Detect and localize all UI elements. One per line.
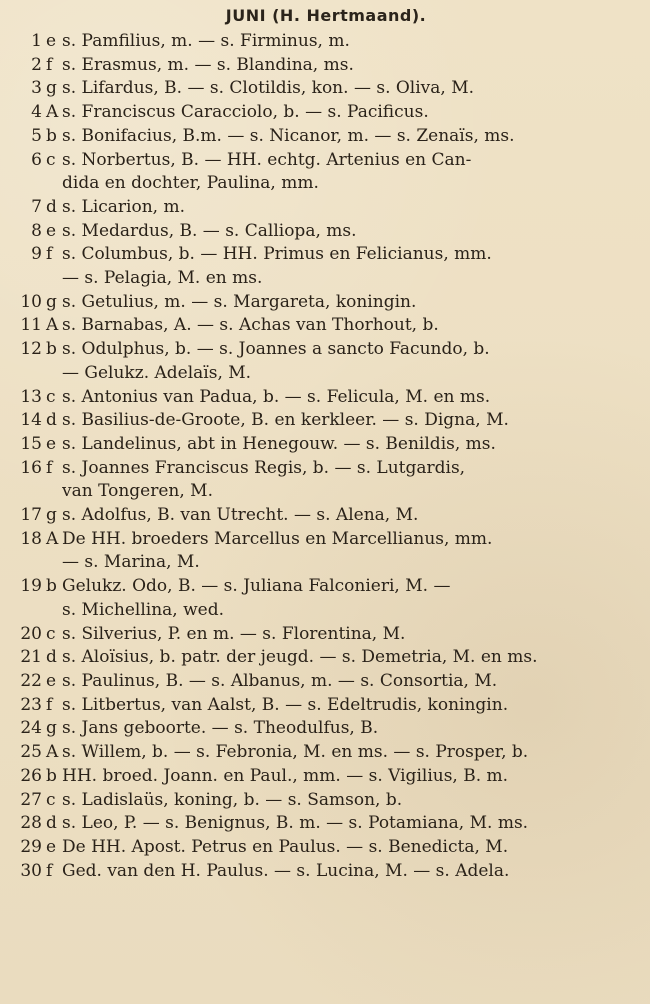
calendar-entry — [10, 54, 642, 78]
calendar-entry — [10, 125, 642, 149]
calendar-entry — [10, 741, 642, 765]
day-number: 12 — [20, 339, 42, 360]
saint-text — [62, 149, 642, 196]
day-number: 7 — [31, 196, 42, 217]
entry-line: s. Getulius, m. — s. Margareta, koningin. — [62, 291, 417, 312]
calendar-entry — [10, 433, 642, 457]
saint-text — [62, 528, 642, 575]
entry-line: Gelukz. Odo, B. — s. Juliana Falconieri, M. — — [62, 576, 451, 597]
dominical-letter: g — [46, 78, 57, 99]
calendar-entry — [10, 314, 642, 338]
day-number: 4 — [31, 102, 42, 123]
entry-list — [10, 30, 642, 883]
day-number: 8 — [31, 220, 42, 241]
saint-text — [62, 243, 642, 290]
saint-text — [62, 860, 642, 884]
calendar-entry — [10, 860, 642, 884]
dominical-letter: d — [46, 196, 57, 217]
calendar-entry — [10, 220, 642, 244]
saint-text — [62, 694, 642, 718]
entry-line: s. Franciscus Caracciolo, b. — s. Pacificus. — [62, 102, 429, 123]
day-number: 19 — [20, 576, 42, 597]
entry-line: s. Antonius van Padua, b. — s. Felicula, M. en ms. — [62, 386, 491, 407]
calendar-entry — [10, 836, 642, 860]
entry-line: s. Barnabas, A. — s. Achas van Thorhout, b. — [62, 315, 439, 336]
day-number: 22 — [20, 670, 42, 691]
entry-line: Ged. van den H. Paulus. — s. Lucina, M. — s. Adela. — [62, 860, 510, 881]
saint-text — [62, 836, 642, 860]
day-number: 29 — [20, 836, 42, 857]
entry-line: HH. broed. Joann. en Paul., mm. — s. Vigilius, B. m. — [62, 765, 509, 786]
saint-text — [62, 670, 642, 694]
dominical-letter: f — [46, 457, 53, 478]
entry-line: s. Joannes Franciscus Regis, b. — s. Lutgardis, — [62, 457, 466, 478]
day-number: 21 — [20, 647, 42, 668]
calendar-entry — [10, 149, 642, 196]
entry-line: De HH. Apost. Petrus en Paulus. — s. Benedicta, M. — [62, 836, 509, 857]
dominical-letter: f — [46, 860, 53, 881]
entry-line: s. Medardus, B. — s. Calliopa, ms. — [62, 220, 357, 241]
day-number: 2 — [31, 54, 42, 75]
dominical-letter: d — [46, 647, 57, 668]
dominical-letter: b — [46, 576, 57, 597]
entry-line: s. Aloïsius, b. patr. der jeugd. — s. Demetria, M. en ms. — [62, 647, 538, 668]
saint-text — [62, 409, 642, 433]
entry-line: s. Leo, P. — s. Benignus, B. m. — s. Potamiana, M. ms. — [62, 813, 529, 834]
day-number: 5 — [31, 125, 42, 146]
saint-text — [62, 220, 642, 244]
day-number: 1 — [31, 31, 42, 51]
entry-line: s. Paulinus, B. — s. Albanus, m. — s. Consortia, M. — [62, 670, 498, 691]
day-number: 26 — [20, 765, 42, 786]
saint-text — [62, 789, 642, 813]
calendar-entry — [10, 338, 642, 385]
saint-text — [62, 504, 642, 528]
calendar-entry — [10, 694, 642, 718]
saint-text — [62, 386, 642, 410]
entry-line: s. Lifardus, B. — s. Clotildis, kon. — s. Oliva, M. — [62, 78, 475, 99]
day-number: 16 — [20, 457, 42, 478]
day-number: 15 — [20, 433, 42, 454]
calendar-entry — [10, 196, 642, 220]
dominical-letter: g — [46, 291, 57, 312]
dominical-letter: b — [46, 125, 57, 146]
dominical-letter: b — [46, 339, 57, 360]
saint-text — [62, 623, 642, 647]
day-number: 24 — [20, 718, 42, 739]
calendar-entry — [10, 670, 642, 694]
day-number: 3 — [31, 78, 42, 99]
dominical-letter: c — [46, 789, 56, 810]
saint-text — [62, 196, 642, 220]
dominical-letter: e — [46, 220, 57, 241]
day-number: 13 — [20, 386, 42, 407]
dominical-letter: c — [46, 386, 56, 407]
entry-line: s. Adolfus, B. van Utrecht. — s. Alena, M. — [62, 505, 419, 526]
dominical-letter: e — [46, 433, 57, 454]
entry-line: s. Bonifacius, B.m. — s. Nicanor, m. — s. Zenaïs, ms. — [62, 125, 515, 146]
saint-text — [62, 54, 642, 78]
day-number: 30 — [20, 860, 42, 881]
day-number: 17 — [20, 505, 42, 526]
day-number: 6 — [31, 149, 42, 170]
entry-line: s. Pamfilius, m. — s. Firminus, m. — [62, 31, 350, 51]
day-number: 9 — [31, 244, 42, 265]
saint-text — [62, 765, 642, 789]
day-number: 28 — [20, 813, 42, 834]
entry-line: s. Landelinus, abt in Henegouw. — s. Benildis, ms. — [62, 433, 496, 454]
saint-text — [62, 30, 642, 54]
dominical-letter: g — [46, 505, 57, 526]
dominical-letter: b — [46, 765, 57, 786]
calendar-entry — [10, 623, 642, 647]
saint-text — [62, 314, 642, 338]
calendar-entry — [10, 101, 642, 125]
dominical-letter: d — [46, 813, 57, 834]
saint-text — [62, 433, 642, 457]
calendar-entry — [10, 30, 642, 54]
dominical-letter: g — [46, 718, 57, 739]
saint-text — [62, 125, 642, 149]
saint-text — [62, 77, 642, 101]
entry-line: s. Ladislaüs, koning, b. — s. Samson, b. — [62, 789, 403, 810]
saint-text — [62, 741, 642, 765]
saint-text — [62, 101, 642, 125]
page-title: JUNI (H. Hertmaand). — [225, 6, 427, 25]
entry-continuation-line: — s. Pelagia, M. en ms. — [62, 268, 263, 289]
entry-line: s. Columbus, b. — HH. Primus en Felicianus, mm. — [62, 244, 492, 265]
entry-line: s. Erasmus, m. — s. Blandina, ms. — [62, 54, 354, 75]
entry-continuation-line: s. Michellina, wed. — [62, 599, 225, 620]
entry-line: s. Litbertus, van Aalst, B. — s. Edeltrudis, koningin. — [62, 694, 509, 715]
dominical-letter: A — [46, 742, 59, 763]
day-number: 25 — [20, 742, 42, 763]
day-number: 14 — [20, 410, 42, 431]
day-number: 10 — [20, 291, 42, 312]
saint-text — [62, 338, 642, 385]
day-number: 20 — [20, 623, 42, 644]
saint-text — [62, 575, 642, 622]
day-number: 11 — [20, 315, 42, 336]
day-number: 27 — [20, 789, 42, 810]
entry-line: s. Jans geboorte. — s. Theodulfus, B. — [62, 718, 379, 739]
calendar-entry — [10, 504, 642, 528]
calendar-entry — [10, 765, 642, 789]
entry-line: s. Basilius-de-Groote, B. en kerkleer. — s. Digna, M. — [62, 410, 509, 431]
calendar-entry — [10, 409, 642, 433]
dominical-letter: f — [46, 54, 53, 75]
calendar-entry — [10, 77, 642, 101]
entry-line: s. Norbertus, B. — HH. echtg. Artenius en Can- — [62, 149, 472, 170]
dominical-letter: f — [46, 694, 53, 715]
saint-text — [62, 717, 642, 741]
entry-continuation-line: dida en dochter, Paulina, mm. — [62, 173, 319, 194]
dominical-letter: A — [46, 315, 59, 336]
entry-line: s. Silverius, P. en m. — s. Florentina, M. — [62, 623, 406, 644]
saint-text — [62, 457, 642, 504]
entry-line: s. Licarion, m. — [62, 196, 185, 217]
calendar-entry — [10, 789, 642, 813]
saint-text — [62, 812, 642, 836]
calendar-entry — [10, 575, 642, 622]
entry-continuation-line: — s. Marina, M. — [62, 552, 200, 573]
entry-continuation-line: van Tongeren, M. — [62, 481, 213, 502]
day-number: 18 — [20, 528, 42, 549]
calendar-entry — [10, 386, 642, 410]
calendar-entry — [10, 646, 642, 670]
dominical-letter: A — [46, 528, 59, 549]
day-number: 23 — [20, 694, 42, 715]
calendar-entry — [10, 291, 642, 315]
calendar-entry — [10, 717, 642, 741]
dominical-letter: f — [46, 244, 53, 265]
dominical-letter: e — [46, 836, 57, 857]
dominical-letter: A — [46, 102, 59, 123]
saint-text — [62, 646, 642, 670]
dominical-letter: e — [46, 670, 57, 691]
dominical-letter: d — [46, 410, 57, 431]
dominical-letter: c — [46, 623, 56, 644]
entry-line: De HH. broeders Marcellus en Marcellianus, mm. — [62, 528, 493, 549]
saint-text — [62, 291, 642, 315]
dominical-letter: c — [46, 149, 56, 170]
entry-line: s. Willem, b. — s. Febronia, M. en ms. — s. Prosper, b. — [62, 742, 529, 763]
calendar-entry — [10, 457, 642, 504]
dominical-letter: e — [46, 31, 57, 51]
calendar-entry — [10, 528, 642, 575]
calendar-entry — [10, 243, 642, 290]
calendar-entry — [10, 812, 642, 836]
entry-line: s. Odulphus, b. — s. Joannes a sancto Facundo, b. — [62, 339, 490, 360]
entry-continuation-line: — Gelukz. Adelaïs, M. — [62, 362, 252, 383]
